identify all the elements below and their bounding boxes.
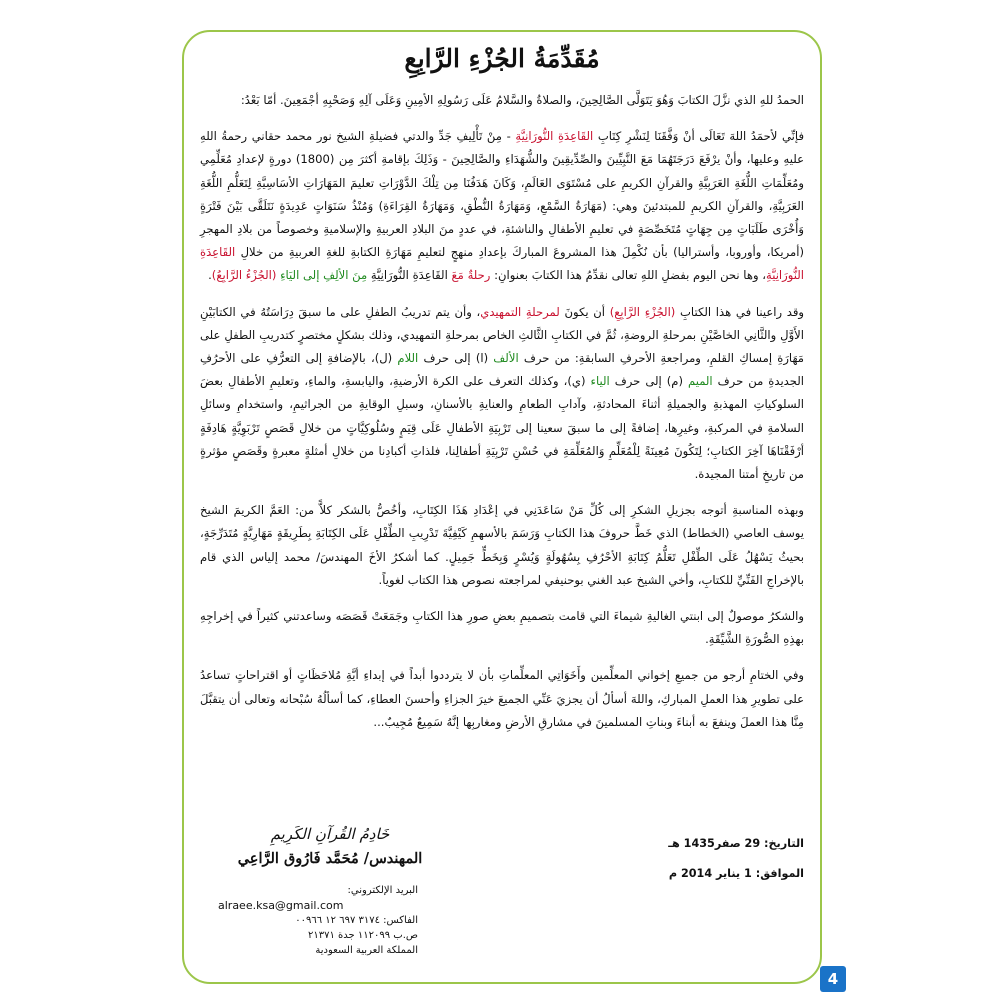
footer bbox=[200, 823, 804, 963]
body-text: ، وأن يتم تدريبُ الطفلِ على ما سبقَ دِرَاسَتُهُ في الكتابَيْنِ الأَوَّلِ والثَّانِي الخاصَّيْنِ بمرحلةِ الروضةِ، ثُمَّ في الكتابِ الثَّالثِ الخاص بمرحلةِ التمهيدي، وذلك بشكلٍ مختصرٍ كتدريبِ الطفلِ على مَهَارَةِ إمساكِ القلمِ، ومراجعةِ الأحرفِ السابقةِ: من حرف bbox=[200, 304, 805, 366]
highlight-text: الألف bbox=[493, 351, 519, 366]
body-text: القَاعِدَةِ النُّورَانِيَّةِ bbox=[367, 268, 452, 283]
highlight-text: مِنَ الألِفِ إلى اليَاءِ bbox=[280, 268, 368, 283]
signature-title: خَادِمُ القُرآنِ الكَرِيمِ bbox=[270, 825, 390, 843]
body-text: وبهذه المناسبةِ أتوجه بجزيلِ الشكرِ إلى كُلِّ مَنْ سَاعَدَنِي في إعْدَادِ هَذَا الكِتَابِ، وأخُصُّ بالشكر كلاًّ من: العَمَّ الكريمَ الشيخ يوسف العاصي (الخطاط) الذي خَطَّ حروفَ هذا الكتابِ وَرَسَمَ بالأسهمِ كَيْفِيَّةَ تَدْرِيبِ الطِّفْلِ عَلَى الكِتَابَةِ بِطَرِيقَةٍ مَهَارِيَّةٍ مُتَدَرِّجَةٍ، بحيثُ يَسْهُلُ عَلَى الطِّفْلِ تَعَلُّمُ كِتَابَةِ الأحْرُفِ بِسُهُولَةٍ وَيُسْرٍ وَبِخَطٍّ جَمِيلٍ. كما أشكرُ الأخَ المهندسَ/ محمد إلياس الذي قام بالإخراجِ الفَنِّيِّ للكتابِ، وأخي الشيخ عبد الغني بوحنيفي لمراجعته نصوص هذا الكتاب لغوياً. bbox=[200, 503, 804, 587]
paragraph-opening bbox=[200, 89, 804, 112]
document-body bbox=[200, 44, 804, 747]
email-address: alraee.ksa@gmail.com bbox=[218, 899, 344, 912]
body-text: أن يكونَ bbox=[559, 304, 610, 319]
highlight-text: الميم bbox=[687, 374, 713, 389]
hijri-date: التاريخ: 29 صفر1435 هـ bbox=[668, 837, 804, 850]
body-text: فإنِّي لأحمَدُ اللهَ تَعَالَى أنْ وَفَّقَنَا لِنَشْرِ كِتَابِ bbox=[593, 129, 804, 144]
signature-name: المهندس/ مُحَمَّد فَارُوق الرَّاعِي bbox=[237, 850, 423, 867]
paragraph-thanks bbox=[200, 499, 804, 592]
country: المملكة العربية السعودية bbox=[315, 945, 418, 956]
signature bbox=[210, 823, 450, 873]
paragraph-thanks-daughter bbox=[200, 605, 804, 651]
highlight-text: الياء bbox=[590, 374, 610, 389]
gregorian-date: الموافق: 1 يناير 2014 م bbox=[668, 867, 804, 880]
highlight-text: رحلةٌ مَعَ bbox=[451, 268, 491, 283]
body-text: ، وها نحن اليوم بفضلِ اللهِ تعالى نقدِّمُ هذا الكتابَ بعنوانِ: bbox=[490, 268, 766, 283]
po-box: ص.ب ١١٢٠٩٩ جدة ٢١٣٧١ bbox=[308, 930, 418, 941]
body-text: والشكرُ موصولٌ إلى ابنتي الغاليةِ شيماءَ التي قامت بتصميمِ بعضِ صورِ هذا الكتابِ وجَمَعَتْ قَصَصَه وساعدتني كثيراً في إخراجِهِ بهذِهِ الصُّورَةِ الشَّيِّقَةِ. bbox=[200, 609, 804, 647]
highlight-text: القَاعِدَةِ النُّورَانِيَّةِ bbox=[515, 129, 594, 144]
body-text: . bbox=[208, 268, 212, 283]
contact-info bbox=[218, 883, 418, 958]
highlight-text: القَاعِدَةِ النُّورَانِيَّةِ bbox=[200, 245, 804, 283]
paragraph-content bbox=[200, 301, 804, 487]
paragraph-intro bbox=[200, 125, 804, 287]
body-text: - مِنْ تَأْلِيفِ جَدِّ والدتي فضيلةِ الشيخ نور محمد حقاني رحمةُ اللهِ عليهِ وعليها، وأنْ يرْفَعَ دَرَجَتَهُمَا مَعَ النَّبِيِّينَ والصِّدِّيقِينَ والشُّهَدَاءِ والصَّالِحِينَ - وَذَلِكَ بإقامةِ أكثرَ مِن (1800) دورةٍ لإعدادِ مُعَلِّمِي ومُعَلِّمَاتِ اللُّغَةِ العَرَبِيَّةِ والقرآنِ الكريمِ على مُسْتَوَى العَالَمِ، وَكَانَ هَدَفُنَا مِن تِلْكَ الدَّوْرَاتِ تعليمَ المَهَارَاتِ الأسَاسِيَّةِ لِتَعَلُّمِ اللُّغَةِ العَرَبِيَّةِ، والقرآنِ الكريمِ للمبتدئينَ وهي: (مَهَارَةُ السَّمْعِ، وَمَهَارَةُ النُّطْقِ، وَمَهَارَةُ القِرَاءَةِ) وَمُنْذُ سَنَوَاتٍ عَدِيدَةٍ نَتَلَقَّى بَيْنَ فَتْرَةٍ وَأُخْرَى طَلَبَاتٍ مِن جِهَاتٍ مُتَخَصِّصَةٍ في تعليمِ الأطفالِ والناشئةِ، في عددٍ منَ البلادِ العربيةِ والإسلاميةِ وخصوصاً من بلادِ المهجرِ (أمريكا، وأوروبا، وأستراليا) بأن نُكْمِلَ هذا المشروعَ المباركَ بإعدادِ منهجٍ لتعليمِ مَهَارَةِ الكتابةِ للغةِ العربيةِ من خلالِ bbox=[200, 129, 804, 260]
highlight-text: لمرحلةِ التمهيدي bbox=[480, 304, 560, 319]
body-text: وقد راعينا في هذا الكتابِ bbox=[675, 304, 805, 319]
highlight-text: اللام bbox=[397, 351, 419, 366]
body-text: الحمدُ للهِ الذي نزَّلَ الكتابَ وَهُوَ يَتَوَلَّى الصَّالِحِينَ، والصلاةُ والسَّلامُ عَلَى رَسُولِهِ الأمِينِ وَعَلَى آلِهِ وَصَحْبِهِ أجْمَعِينَ. أمّا بَعْدُ: bbox=[240, 93, 804, 107]
highlight-text: (الجُزْءُ الرَّابِعُ) bbox=[211, 268, 277, 283]
paragraph-closing bbox=[200, 664, 804, 734]
body-text: (ي)، وكذلك التعرف على الكرة الأرضيةِ، واليابسةِ، والماءِ، وتعليمِ الأطفالِ بعضَ السلوكياتِ المهذبةِ والجميلةِ أثناءَ المحادثةِ، وآدابِ الطعامِ والعنايةِ بالأسنانِ، وسبلِ الوقايةِ من الجراثيمِ، واستخدامِ وسائلِ السلامةِ في المركبةِ، وغيرِها، إضافةً إلى ما سبقَ سعينا إلى تَرْبِيَةِ الأطفالِ عَلَى قِيَمٍ وسُلُوكِيَّاتٍ من خلالِ قَصَصٍ تَرْبَوِيَّةٍ هَادِفَةٍ أرْفَقْنَاهَا آخِرَ الكتابِ؛ لِتَكُونَ مُعِينَةً لِلْمُعَلِّمِ وَالمُعَلِّمَةِ في حُسْنِ تَرْبِيَةِ أطفالِنا، فلذاتِ أكبادِنا من خلالِ أمثلةٍ معبرةٍ وقَصَصٍ مؤثرةٍ من تاريخِ أمتنا المجيدة. bbox=[200, 374, 804, 482]
email-label: البريد الإلكتروني: bbox=[347, 885, 418, 896]
body-text: (ا) إلى حرف bbox=[418, 351, 494, 366]
fax-number: الفاكس: ٣١٧٤ ٦٩٧ ١٢ ٠٠٩٦٦ bbox=[295, 915, 418, 926]
page-number: 4 bbox=[820, 966, 846, 992]
highlight-text: (الجُزْءِ الرَّابِعِ) bbox=[609, 304, 676, 319]
page-title: مُقَدِّمَةُ الجُزْءِ الرَّابِعِ bbox=[404, 44, 600, 73]
dates bbox=[604, 829, 804, 889]
body-text: (م) إلى حرف bbox=[609, 374, 688, 389]
body-text: وفي الختامِ أرجو من جميعِ إخواني المعلِّمين وأَخَوَاتِي المعلِّماتِ بأن لا يترددوا أبداً في إبداءِ أيَّةِ مُلاحَظَاتٍ أو اقتراحاتٍ تساعدُ على تطويرِ هذا العملِ المباركِ، واللهَ أسألُ أن يجزيَ عَنِّي الجميعَ خيرَ الجزاءِ وأحسنَ العطاءِ، كما أسألُهُ سُبْحانه وتعالى أن يتقبَّلَ مِنَّا هذا العملَ وينفعَ به أبناءَ وبناتِ المسلمينَ في مشارقِ الأرضِ ومغاربِها إنَّهُ سَمِيعٌ مُجِيبٌ... bbox=[200, 668, 804, 729]
body-text: (ل)، بالإضافةِ إلى التعرُّفِ على الأحرُفِ الجديدةِ من حرف bbox=[200, 351, 804, 389]
